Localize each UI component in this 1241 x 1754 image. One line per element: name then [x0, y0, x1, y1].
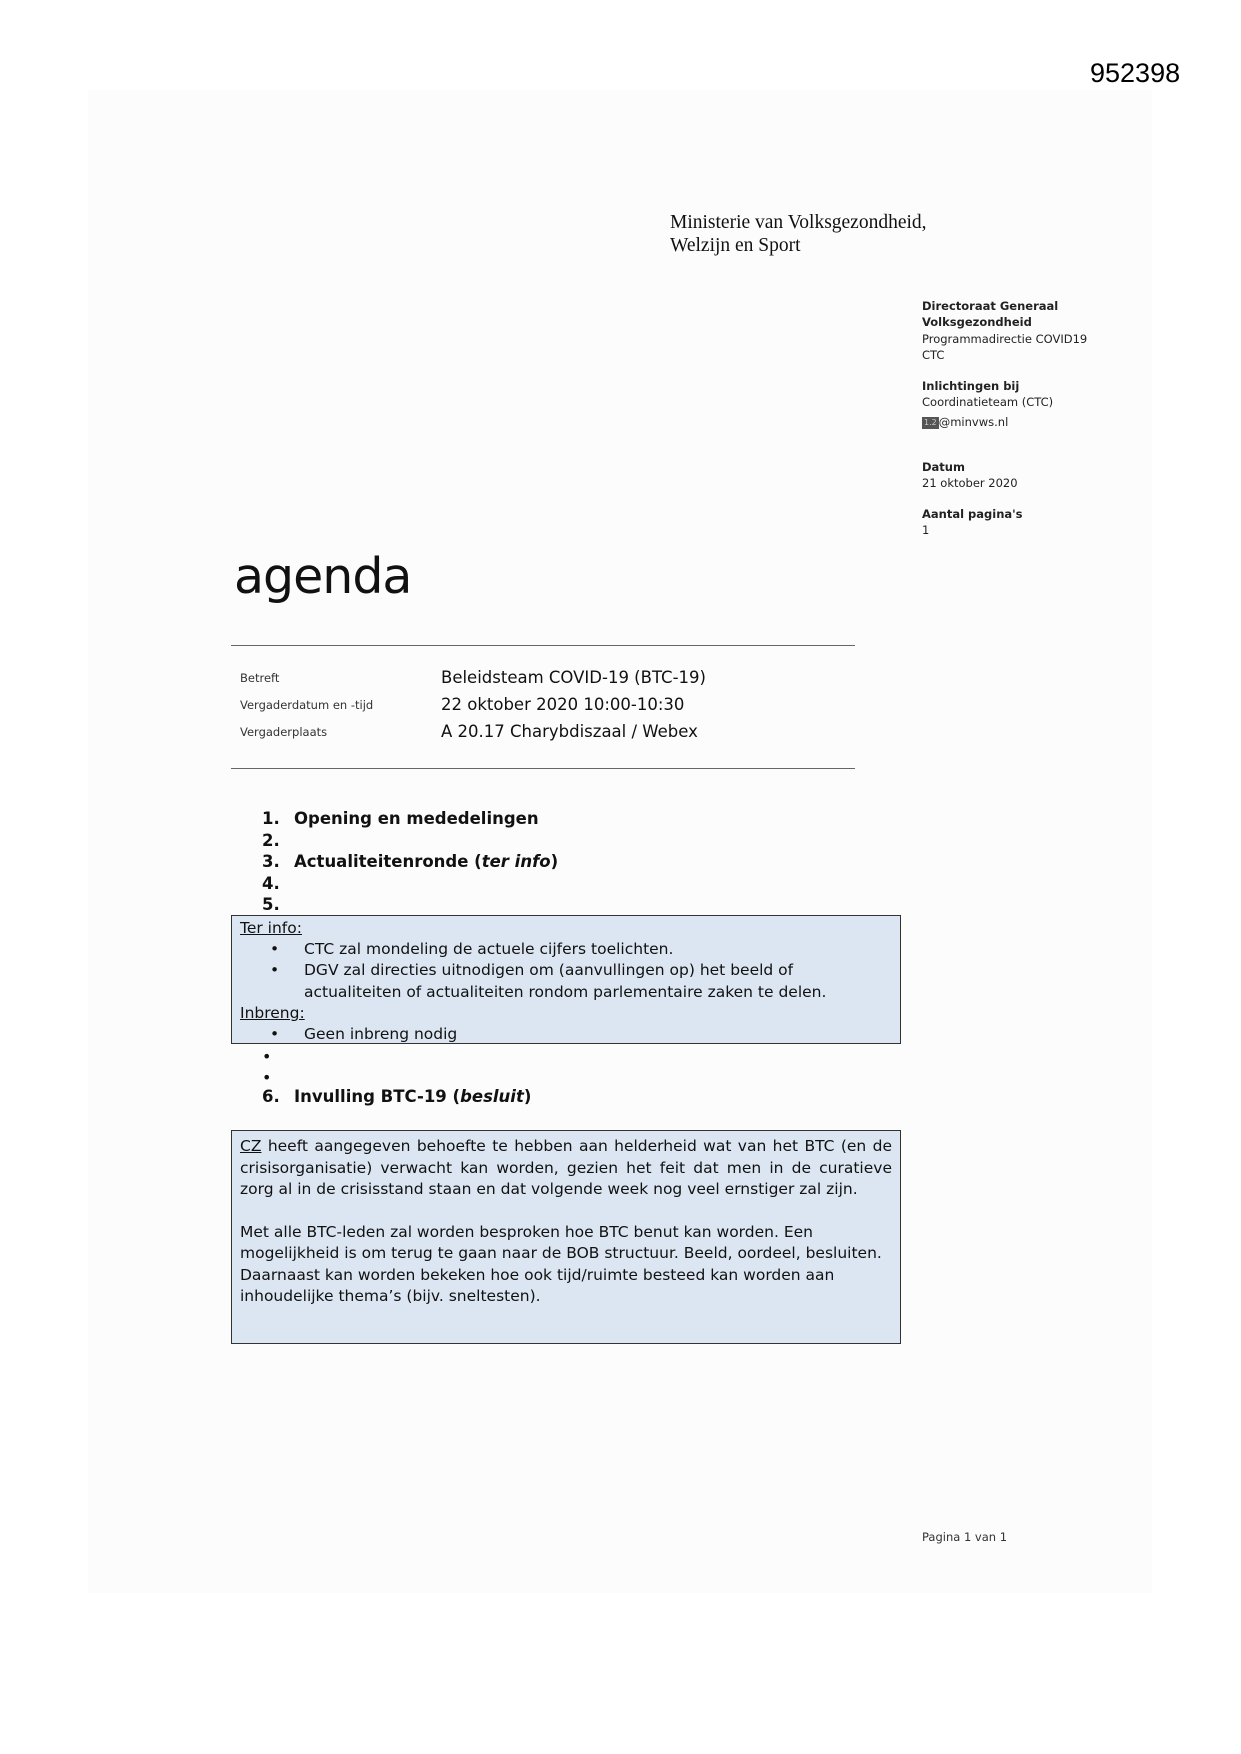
decision-box — [231, 1130, 901, 1344]
agenda-item — [262, 894, 558, 916]
item-number: 5. — [262, 895, 280, 914]
sender-block — [922, 298, 1122, 538]
page-footer: Pagina 1 van 1 — [922, 1530, 1008, 1544]
item-text: Opening en mededelingen — [294, 809, 539, 828]
ministry-logo-text — [670, 211, 927, 257]
bullet-item: • Geen inbreng nodig — [240, 1024, 892, 1045]
item-tag: ter info — [481, 852, 551, 871]
item-number: 4. — [262, 873, 280, 893]
item-number: 3. — [262, 852, 280, 871]
agenda-item — [262, 851, 558, 873]
meta-row — [240, 691, 706, 718]
meta-label: Vergaderplaats — [240, 724, 328, 739]
date-value: 21 oktober 2020 — [922, 476, 1018, 491]
bullet-icon: • — [262, 1047, 272, 1066]
paragraph-1: CZ heeft aangegeven behoefte te hebben aan helderheid wat van het BTC (en de crisisorganisatie) verwacht kan worden, gezien het feit dat men in de curatieve zorg al in de crisisstand staan en dat volgende week nog veel ernstiger zal zijn. — [240, 1137, 892, 1198]
paragraph-2: Met alle BTC-leden zal worden besproken hoe BTC benut kan worden. Een mogelijkheid is om terug te gaan naar de BOB structuur. Beeld, oordeel, besluiten. Daarnaast kan worden bekeken hoe ook tijd/ruimte besteed kan worden aan inhoudelijke thema’s (bijv. sneltesten). — [240, 1222, 882, 1305]
contact-value: Coordinatieteam (CTC) — [922, 395, 1054, 410]
agenda-list — [262, 808, 558, 916]
meta-value: A 20.17 Charybdiszaal / Webex — [441, 722, 698, 741]
bullet-icon: • — [270, 940, 280, 959]
item-text: Invulling BTC-19 (besluit) — [294, 1087, 532, 1106]
ministry-line-1: Ministerie van Volksgezondheid, — [670, 212, 927, 233]
meta-label: Betreft — [240, 670, 280, 685]
item-tag: besluit — [460, 1087, 524, 1106]
meta-label: Vergaderdatum en -tijd — [240, 697, 374, 712]
agenda-item — [262, 808, 558, 830]
bullet-item: • CTC zal mondeling de actuele cijfers toelichten. — [240, 939, 892, 960]
cz-abbrev: CZ — [240, 1137, 262, 1155]
empty-bullets — [262, 1046, 271, 1088]
agenda-item — [262, 873, 558, 895]
meeting-meta — [240, 664, 706, 745]
org-line-2: Volksgezondheid — [922, 315, 1032, 330]
contact-email — [922, 414, 1122, 430]
divider-bottom — [231, 768, 855, 769]
agenda-item-6 — [262, 1087, 531, 1106]
meta-value: Beleidsteam COVID-19 (BTC-19) — [441, 668, 706, 687]
meta-value: 22 oktober 2020 10:00-10:30 — [441, 695, 685, 714]
ter-info-label: Ter info: — [240, 919, 302, 937]
org-line-4: CTC — [922, 348, 945, 363]
page-title: agenda — [234, 548, 412, 605]
meta-row — [240, 718, 706, 745]
bullet-icon: • — [262, 1068, 272, 1087]
pages-value: 1 — [922, 523, 930, 538]
item-number: 6. — [262, 1087, 280, 1106]
date-label: Datum — [922, 459, 965, 474]
contact-label: Inlichtingen bij — [922, 378, 1020, 393]
document-number: 952398 — [1090, 58, 1181, 88]
email-domain: @minvws.nl — [938, 415, 1009, 430]
bullet-item: • DGV zal directies uitnodigen om (aanvullingen op) het beeld of actualiteiten of actualiteiten rondom parlementaire zaken te delen. — [240, 960, 892, 1002]
redaction-mark: 1.2 — [924, 418, 937, 428]
bullet-icon: • — [270, 1025, 280, 1044]
meta-row — [240, 664, 706, 691]
item-number: 1. — [262, 809, 280, 828]
inbreng-label: Inbreng: — [240, 1003, 305, 1022]
item-number: 2. — [262, 830, 280, 850]
agenda-item — [262, 830, 558, 852]
pages-label: Aantal pagina's — [922, 506, 1023, 521]
info-box — [231, 915, 901, 1044]
divider-top — [231, 645, 855, 646]
bullet-icon: • — [270, 961, 280, 980]
org-line-1: Directoraat Generaal — [922, 299, 1059, 313]
item-text: Actualiteitenronde (ter info) — [294, 852, 559, 871]
org-line-3: Programmadirectie COVID19 — [922, 331, 1088, 346]
ministry-line-2: Welzijn en Sport — [670, 235, 801, 256]
